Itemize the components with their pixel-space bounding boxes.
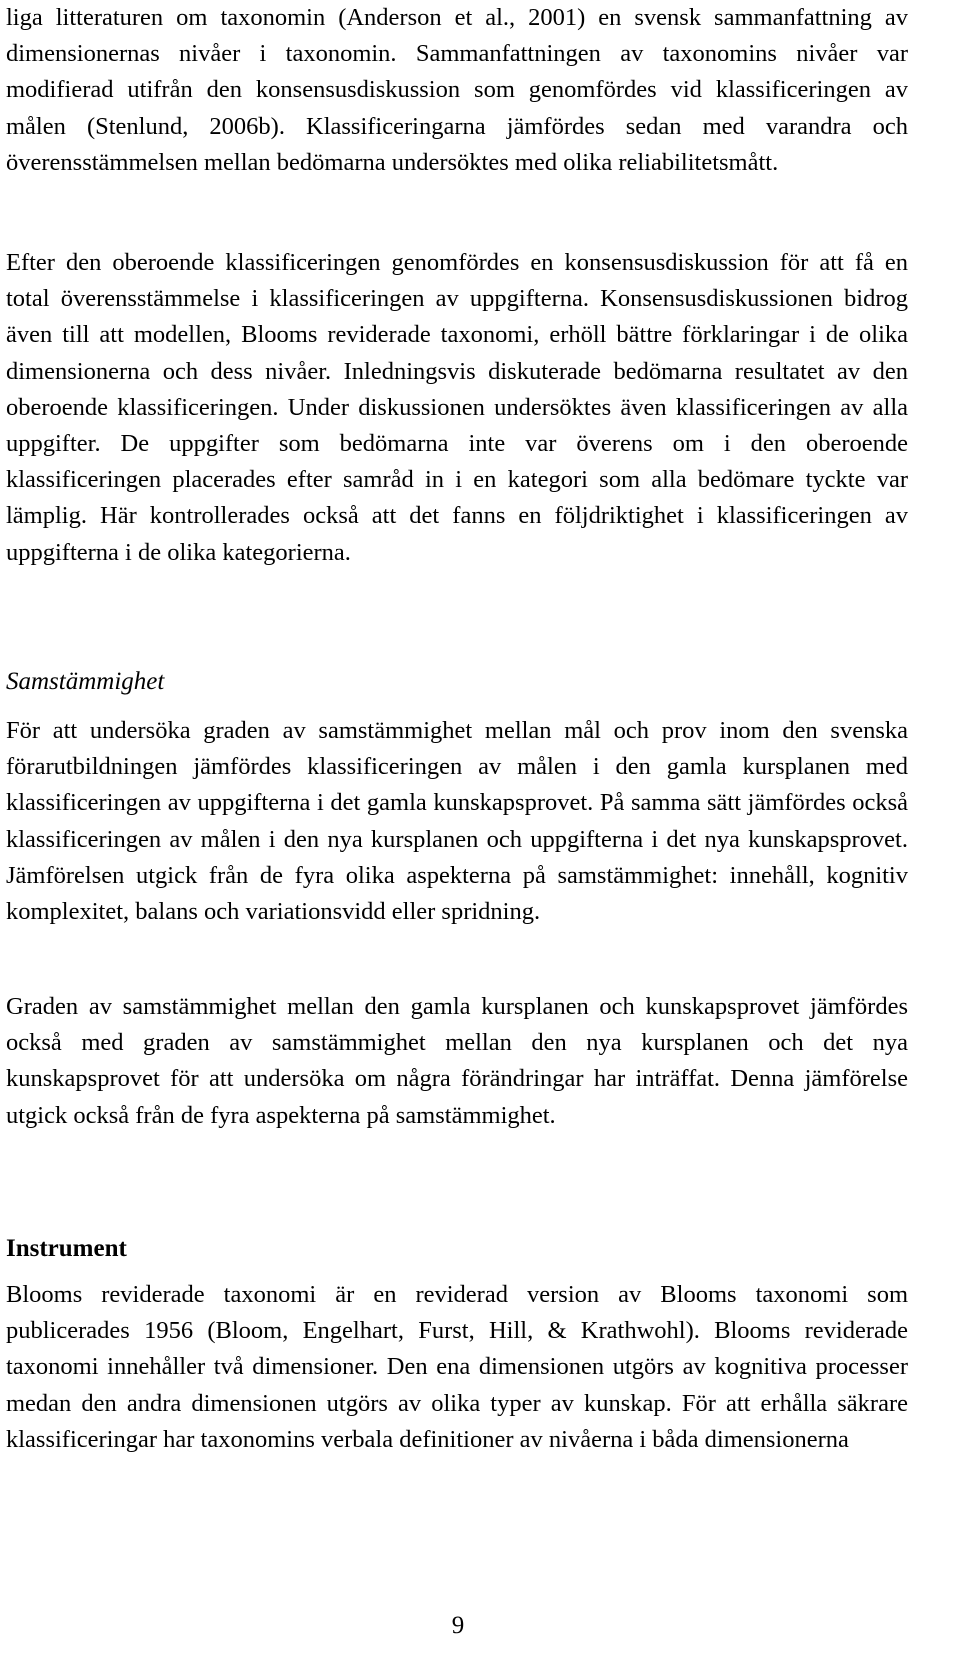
- heading-samstammighet: Samstämmighet: [6, 668, 165, 695]
- paragraph-alignment-2: Graden av samstämmighet mellan den gamla kursplanen och kunskapsprovet jämfördes också med graden av samstämmighet mellan den nya kursplanen och det nya kunskapsprovet för att undersöka om några förändringar har inträffat. Denna jämförelse utgick också från de fyra aspekterna på samstämmighet.: [6, 993, 908, 1129]
- page-number: 9: [451, 1612, 465, 1639]
- paragraph-alignment-1: För att undersöka graden av samstämmighet mellan mål och prov inom den svenska förarutbildningen jämfördes klassificeringen av målen i den gamla kursplanen med klassificeringen av uppgifterna i det gamla kunskapsprovet. På samma sätt jämfördes också klassificeringen av målen i den nya kursplanen och uppgifterna i det nya kunskapsprovet. Jämförelsen utgick från de fyra olika aspekterna på samstämmighet: innehåll, kognitiv komplexitet, balans och variationsvidd eller spridning.: [6, 717, 908, 926]
- paragraph-instrument: Blooms reviderade taxonomi är en reviderad version av Blooms taxonomi som publicerades 1956 (Bloom, Engelhart, Furst, Hill, & Krathwohl). Blooms reviderade taxonomi innehåller två dimensioner. Den ena dimensionen utgörs av kognitiva processer medan den andra dimensionen utgörs av olika typer av kunskap. För att erhålla säkrare klassificeringar har taxonomins verbala definitioner av nivåerna i båda dimensionerna: [6, 1281, 908, 1453]
- heading-instrument: Instrument: [6, 1235, 127, 1262]
- paragraph-consensus: Efter den oberoende klassificeringen genomfördes en konsensusdiskussion för att få en total överensstämmelse i klassificeringen av uppgifterna. Konsensusdiskussionen bidrog även till att modellen, Blooms reviderade taxonomi, erhöll bättre förklaringar i de olika dimensionerna och dess nivåer. Inledningsvis diskuterade bedömarna resultatet av den oberoende klassificeringen. Under diskussionen undersöktes även klassificeringen av alla uppgifter. De uppgifter som bedömarna inte var överens om i den oberoende klassificeringen placerades efter samråd in i en kategori som alla bedömare tyckte var lämplig. Här kontrollerades också att det fanns en följdriktighet i klassificeringen av uppgifterna i de olika kategorierna.: [6, 249, 908, 566]
- paragraph-intro: liga litteraturen om taxonomin (Anderson et al., 2001) en svensk sammanfattning av dimensionernas nivåer i taxonomin. Sammanfattningen av taxonomins nivåer var modifierad utifrån den konsensusdiskussion som genomfördes vid klassificeringen av målen (Stenlund, 2006b). Klassificeringarna jämfördes sedan med varandra och överensstämmelsen mellan bedömarna undersöktes med olika reliabilitetsmått.: [6, 4, 908, 176]
